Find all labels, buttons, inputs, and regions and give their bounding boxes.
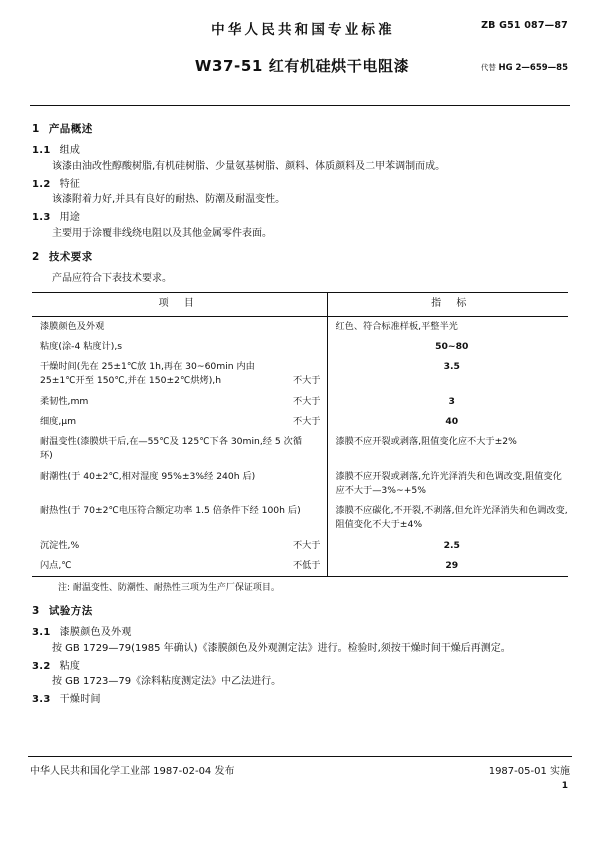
section-heading-3-1 [32, 625, 568, 641]
replaces-standard [481, 62, 568, 73]
section-1-title: 产品概述 [48, 123, 93, 135]
table-row [32, 357, 568, 392]
table-header-item: 项 目 [32, 293, 327, 317]
table-header-row [32, 293, 568, 317]
section-1-2-number: 1.2 [32, 178, 51, 190]
table-cell-item [32, 536, 327, 556]
section-1-2-body: 该漆附着力好,并具有良好的耐热、防潮及耐温变性。 [52, 194, 286, 206]
item-description: 沉淀性,% [40, 539, 80, 551]
section-heading-1 [32, 121, 568, 137]
section-2-title: 技术要求 [48, 250, 93, 263]
table-row [32, 316, 568, 337]
item-description: 漆膜颜色及外观 [40, 320, 105, 332]
table-cell-item [32, 467, 327, 502]
item-description: 耐潮性(于 40±2℃,相对湿度 95%±3%经 240h 后) [40, 470, 256, 482]
section-heading-1-1 [32, 143, 568, 159]
table-row [32, 337, 568, 357]
item-description: 粘度(涂-4 粘度计),s [40, 340, 123, 352]
section-heading-2 [32, 249, 568, 265]
section-2-intro: 产品应符合下表技术要求。 [52, 273, 172, 285]
section-1-number: 1 [32, 123, 40, 135]
section-3-title: 试验方法 [48, 604, 93, 617]
table-row [32, 412, 568, 432]
table-row [32, 536, 568, 556]
table-row [32, 467, 568, 502]
section-1-3-body: 主要用于涂覆非线绕电阻以及其他金属零件表面。 [52, 227, 272, 239]
item-description: 耐温变性(漆膜烘干后,在—55℃及 125℃下各 30min,经 5 次循环) [40, 436, 303, 462]
table-cell-specification: 漆膜不应开裂或剥落,阻值变化应不大于±2% [327, 432, 568, 467]
section-3-2-title: 粘度 [59, 660, 81, 672]
item-description: 耐热性(于 70±2℃电压符合额定功率 1.5 倍条件下经 100h 后) [40, 505, 301, 517]
item-description: 干燥时间(先在 25±1℃放 1h,再在 30~60min 内由 25±1℃开至 150℃,并在 150±2℃烘烤),h [40, 361, 255, 387]
table-cell-specification: 3 [327, 392, 568, 412]
item-limit-qualifier: 不大于 [292, 415, 321, 427]
section-3-3-title: 干燥时间 [59, 694, 101, 706]
table-cell-specification: 漆膜不应碳化,不开裂,不剥落,但允许光泽消失和色调改变,阻值变化不大于±4% [327, 501, 568, 536]
section-3-2-number: 3.2 [32, 660, 51, 672]
document-body [28, 106, 572, 708]
table-cell-item [32, 412, 327, 432]
table-cell-item [32, 432, 327, 467]
replaces-code: HG 2—659—85 [498, 63, 568, 73]
table-row [32, 432, 568, 467]
table-cell-item [32, 556, 327, 577]
issuing-authority-title: 中华人民共和国专业标准 [211, 22, 395, 38]
page-number: 1 [561, 781, 568, 791]
table-body [32, 293, 568, 577]
table-cell-specification: 2.5 [327, 536, 568, 556]
section-1-1-number: 1.1 [32, 145, 51, 157]
table-cell-item [32, 357, 327, 392]
item-description: 闪点,℃ [40, 559, 72, 571]
issuer-and-release-date: 中华人民共和国化学工业部 1987-02-04 发布 [30, 766, 235, 777]
section-heading-1-3 [32, 210, 568, 226]
item-limit-qualifier: 不大于 [292, 375, 321, 387]
item-description: 细度,μm [40, 415, 77, 427]
section-heading-3-3 [32, 692, 568, 708]
section-3-1-title: 漆膜颜色及外观 [59, 627, 132, 639]
item-limit-qualifier: 不低于 [292, 559, 321, 571]
table-cell-specification: 3.5 [327, 357, 568, 392]
item-limit-qualifier: 不大于 [292, 539, 321, 551]
table-cell-specification: 红色、符合标准样板,平整半光 [327, 316, 568, 337]
page-title: W37-51 红有机硅烘干电阻漆 [194, 57, 410, 75]
table-cell-specification: 漆膜不应开裂或剥落,允许光泽消失和色调改变,阻值变化应不大于—3%~+5% [327, 467, 568, 502]
section-3-1-number: 3.1 [32, 627, 51, 639]
section-1-3-number: 1.3 [32, 212, 51, 224]
replaces-label: 代替 [480, 63, 496, 72]
table-cell-specification: 29 [327, 556, 568, 577]
section-1-1-title: 组成 [59, 145, 81, 157]
table-cell-item [32, 316, 327, 337]
section-3-3-number: 3.3 [32, 694, 51, 706]
table-note: 注: 耐温变性、防潮性、耐热性三项为生产厂保证项目。 [58, 583, 280, 594]
section-1-2-title: 特征 [59, 178, 81, 190]
table-cell-item [32, 337, 327, 357]
table-cell-specification: 40 [327, 412, 568, 432]
effective-date: 1987-05-01 实施 [488, 766, 570, 777]
item-description: 柔韧性,mm [40, 395, 89, 407]
section-2-number: 2 [32, 250, 40, 263]
section-3-number: 3 [32, 604, 40, 617]
section-3-2-body: 按 GB 1723—79《涂料粘度测定法》中乙法进行。 [52, 676, 282, 688]
item-limit-qualifier: 不大于 [292, 395, 321, 407]
document-header [28, 0, 572, 105]
table-row [32, 501, 568, 536]
section-3-1-body: 按 GB 1729—79(1985 年确认)《漆膜颜色及外观测定法》进行。检验时,须按干燥时间干燥后再测定。 [52, 642, 511, 654]
table-header-spec: 指 标 [327, 293, 568, 317]
table-cell-item [32, 501, 327, 536]
section-1-3-title: 用途 [59, 212, 81, 224]
section-1-1-body: 该漆由油改性醇酸树脂,有机硅树脂、少量氨基树脂、颜料、体质颜料及二甲苯调制而成。 [52, 160, 446, 172]
table-cell-specification: 50~80 [327, 337, 568, 357]
document-footer [28, 756, 572, 791]
section-heading-3-2 [32, 659, 568, 675]
standard-number: ZB G51 087—87 [481, 20, 568, 31]
table-row [32, 392, 568, 412]
technical-requirements-table [32, 292, 568, 577]
table-cell-item [32, 392, 327, 412]
table-row [32, 556, 568, 577]
section-heading-3 [32, 603, 568, 619]
section-heading-1-2 [32, 177, 568, 193]
